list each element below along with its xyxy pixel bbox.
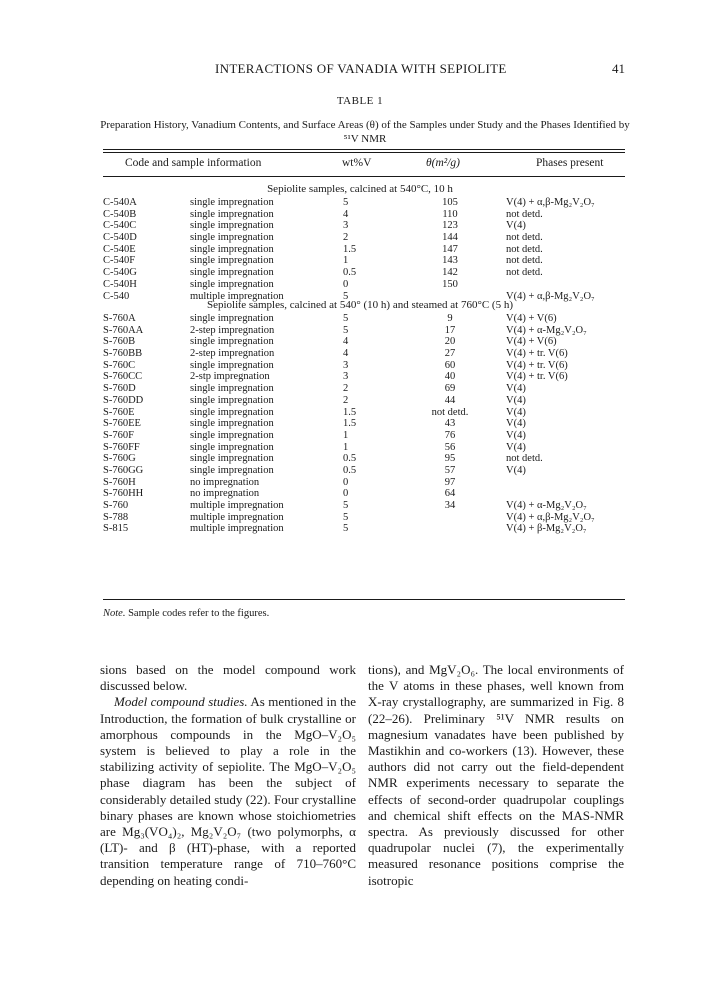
cell-phase: V(4) + α,β-Mg₂V₂O₇ xyxy=(506,290,595,302)
table-top-rule xyxy=(103,149,625,150)
cell-info: single impregnation xyxy=(190,383,274,395)
cell-phase: V(4) xyxy=(506,429,526,441)
table-row xyxy=(0,407,720,419)
col-header-code: Code and sample information xyxy=(125,157,262,169)
cell-code: S-760B xyxy=(103,336,136,348)
cell-area: 69 xyxy=(444,383,456,395)
cell-area: 20 xyxy=(444,336,456,348)
cell-code: S-760CC xyxy=(103,371,143,383)
cell-area: 40 xyxy=(444,371,456,383)
table-row xyxy=(0,220,720,232)
cell-code: S-760 xyxy=(103,500,129,511)
cell-area: 44 xyxy=(444,394,456,406)
cell-code: S-788 xyxy=(103,511,129,523)
paragraph: tions), and MgV₂O₆. The local environments of the V atoms in these phases, well known from X-ray crystallography, are summarized in Fig. 8 (22–26). Preliminary ⁵¹V NMR results on magnesium vanadates have been published by Mastikhin and co-workers (13). However, these authors did not carry out the field-dependent NMR experiments necessary to separate the effects of second-order quadrupolar couplings and chemical shift effects on the MAS-NMR spectra. As previously discussed for other quadrupolar nuclei (7), the experimentally measured resonance positions comprise the isotropic xyxy=(368,662,624,888)
cell-info: single impregnation xyxy=(190,313,274,324)
cell-wt: 5 xyxy=(343,500,349,511)
cell-wt: 0 xyxy=(343,476,349,488)
cell-wt: 2 xyxy=(343,232,349,244)
table-row xyxy=(0,523,720,535)
cell-info: multiple impregnation xyxy=(190,290,284,302)
cell-code: C-540E xyxy=(103,243,136,255)
cell-phase: not detd. xyxy=(506,255,543,267)
cell-code: S-760E xyxy=(103,406,135,418)
cell-code: S-760A xyxy=(103,313,136,324)
cell-phase: V(4) xyxy=(506,383,526,395)
cell-area: 9 xyxy=(447,313,453,324)
cell-phase: not detd. xyxy=(506,232,543,244)
cell-area: 57 xyxy=(444,464,456,476)
cell-info: multiple impregnation xyxy=(190,511,284,523)
cell-code: C-540B xyxy=(103,208,137,220)
cell-info: single impregnation xyxy=(190,429,274,441)
cell-area: not detd. xyxy=(431,406,469,418)
note-text: Sample codes refer to the figures. xyxy=(128,608,270,619)
cell-info: 2-stp impregnation xyxy=(190,371,270,383)
table-row xyxy=(0,500,720,512)
running-header xyxy=(0,61,720,79)
cell-area: 34 xyxy=(444,500,456,511)
cell-wt: 0.5 xyxy=(343,464,357,476)
cell-area: 110 xyxy=(442,208,458,220)
cell-info: single impregnation xyxy=(190,418,274,430)
cell-wt: 4 xyxy=(343,348,349,360)
table-row xyxy=(0,197,720,209)
table-row xyxy=(0,371,720,383)
cell-area: 105 xyxy=(442,197,458,208)
cell-code: C-540G xyxy=(103,267,137,279)
cell-info: single impregnation xyxy=(190,243,274,255)
cell-wt: 0.5 xyxy=(343,267,357,279)
table-top-rule-2 xyxy=(103,152,625,153)
cell-wt: 0 xyxy=(343,488,349,500)
cell-wt: 5 xyxy=(343,290,349,302)
cell-area: 64 xyxy=(444,488,456,500)
cell-area: 76 xyxy=(444,429,456,441)
section-title: Sepiolite samples, calcined at 540°C, 10 h xyxy=(267,183,453,195)
cell-code: S-760EE xyxy=(103,418,141,430)
table-row xyxy=(0,267,720,279)
cell-wt: 1 xyxy=(343,429,349,441)
cell-code: S-815 xyxy=(103,523,129,535)
cell-info: 2-step impregnation xyxy=(190,348,275,360)
cell-area: 43 xyxy=(444,418,456,430)
cell-wt: 1.5 xyxy=(343,418,357,430)
cell-phase: V(4) xyxy=(506,418,526,430)
page-number: 41 xyxy=(612,61,625,76)
cell-code: C-540C xyxy=(103,220,137,232)
body-column-left xyxy=(100,662,356,889)
cell-wt: 3 xyxy=(343,220,349,232)
cell-code: C-540A xyxy=(103,197,137,208)
paragraph: sions based on the model compound work discussed below. xyxy=(100,662,356,694)
cell-area: 17 xyxy=(444,324,456,336)
cell-phase: not detd. xyxy=(506,243,543,255)
cell-info: no impregnation xyxy=(190,476,260,488)
body-column-right xyxy=(368,662,624,889)
cell-info: single impregnation xyxy=(190,208,274,220)
cell-area: 97 xyxy=(444,476,456,488)
col-header-area: θ(m²/g) xyxy=(426,157,461,169)
cell-code: S-760GG xyxy=(103,464,144,476)
cell-wt: 0.5 xyxy=(343,453,357,465)
cell-phase: V(4) + V(6) xyxy=(506,336,557,348)
cell-wt: 3 xyxy=(343,371,349,383)
cell-info: single impregnation xyxy=(190,359,274,371)
cell-info: single impregnation xyxy=(190,394,274,406)
table-row xyxy=(0,325,720,337)
cell-area: 142 xyxy=(442,267,458,279)
cell-code: S-760FF xyxy=(103,441,140,453)
cell-wt: 4 xyxy=(343,336,349,348)
cell-code: S-760C xyxy=(103,359,136,371)
cell-area: 143 xyxy=(442,255,458,267)
cell-phase: V(4) + tr. V(6) xyxy=(506,359,568,371)
cell-info: single impregnation xyxy=(190,441,274,453)
table-row xyxy=(0,360,720,372)
cell-info: single impregnation xyxy=(190,406,274,418)
cell-code: C-540 xyxy=(103,290,130,302)
cell-phase: V(4) xyxy=(506,220,526,232)
cell-code: C-540D xyxy=(103,232,137,244)
cell-code: S-760G xyxy=(103,453,136,465)
cell-phase: V(4) + tr. V(6) xyxy=(506,348,568,360)
cell-phase: V(4) xyxy=(506,464,526,476)
cell-info: single impregnation xyxy=(190,464,274,476)
cell-info: single impregnation xyxy=(190,255,274,267)
cell-info: single impregnation xyxy=(190,220,274,232)
table-row xyxy=(0,418,720,430)
cell-wt: 1.5 xyxy=(343,406,357,418)
table-body-steamed xyxy=(0,313,720,535)
cell-phase: V(4) + α-Mg₂V₂O₇ xyxy=(506,500,587,511)
table-row xyxy=(0,313,720,325)
cell-area: 27 xyxy=(444,348,456,360)
cell-wt: 5 xyxy=(343,313,349,324)
table-row xyxy=(0,395,720,407)
section-title: Sepiolite samples, calcined at 540° (10 h) and steamed at 760°C (5 h) xyxy=(206,299,514,311)
cell-code: S-760AA xyxy=(103,324,144,336)
cell-code: C-540F xyxy=(103,255,136,267)
cell-phase: V(4) + α,β-Mg₂V₂O₇ xyxy=(506,511,595,523)
table-row xyxy=(0,383,720,395)
cell-area: 144 xyxy=(442,232,458,244)
cell-phase: not detd. xyxy=(506,208,543,220)
cell-area: 147 xyxy=(442,243,458,255)
cell-info: multiple impregnation xyxy=(190,500,284,511)
table-row xyxy=(0,465,720,477)
table-row xyxy=(0,477,720,489)
table-row xyxy=(0,512,720,524)
table-row xyxy=(0,279,720,291)
col-header-wt: wt%V xyxy=(342,157,372,169)
cell-code: S-760D xyxy=(103,383,136,395)
cell-wt: 1 xyxy=(343,441,349,453)
cell-code: S-760H xyxy=(103,476,136,488)
cell-phase: V(4) xyxy=(506,406,526,418)
cell-wt: 2 xyxy=(343,383,349,395)
cell-phase: V(4) + α,β-Mg₂V₂O₇ xyxy=(506,197,595,208)
table-row xyxy=(0,348,720,360)
cell-info: multiple impregnation xyxy=(190,523,284,535)
cell-info: single impregnation xyxy=(190,197,274,208)
paragraph xyxy=(100,694,356,888)
cell-area: 150 xyxy=(442,278,458,290)
cell-code: S-760HH xyxy=(103,488,144,500)
table-row xyxy=(0,442,720,454)
paragraph-text: As mentioned in the Introduction, the formation of bulk crystalline or amorphous compounds in the MgO–V₂O₅ system is believed to play a role in the stabilizing activity of sepiolite. The MgO–V₂O₅ phase diagram has been the subject of considerably detailed study (22). Four crystalline binary phases are known whose stoichiometries are Mg₃(VO₄)₂, Mg₂V₂O₇ (two polymorphs, α (LT)- and β (HT)-phase, with a reported transition temperature range of 710–760°C depending on heating condi- xyxy=(100,694,356,888)
table-body-calcined xyxy=(0,197,720,302)
cell-area: 95 xyxy=(444,453,456,465)
cell-info: single impregnation xyxy=(190,336,274,348)
cell-phase: V(4) + V(6) xyxy=(506,313,557,324)
cell-area: 60 xyxy=(444,359,456,371)
table-row xyxy=(0,209,720,221)
cell-code: C-540H xyxy=(103,278,137,290)
cell-phase: V(4) xyxy=(506,441,526,453)
cell-wt: 0 xyxy=(343,278,349,290)
cell-phase: V(4) + β-Mg₂V₂O₇ xyxy=(506,523,587,535)
cell-info: 2-step impregnation xyxy=(190,324,275,336)
cell-wt: 5 xyxy=(343,511,349,523)
cell-code: S-760BB xyxy=(103,348,143,360)
table-row xyxy=(0,430,720,442)
table-label: TABLE 1 xyxy=(336,95,384,107)
table-note xyxy=(103,608,269,619)
table-row xyxy=(0,453,720,465)
cell-phase: V(4) xyxy=(506,394,526,406)
cell-wt: 3 xyxy=(343,359,349,371)
note-label: Note. xyxy=(103,608,126,619)
cell-wt: 1.5 xyxy=(343,243,357,255)
table-header-rule xyxy=(103,176,625,177)
cell-info: single impregnation xyxy=(190,232,274,244)
cell-info: single impregnation xyxy=(190,267,274,279)
cell-wt: 1 xyxy=(343,255,349,267)
cell-code: S-760DD xyxy=(103,394,144,406)
table-bottom-rule xyxy=(103,599,625,600)
cell-phase: V(4) + tr. V(6) xyxy=(506,371,568,383)
cell-wt: 2 xyxy=(343,394,349,406)
cell-area: 123 xyxy=(442,220,458,232)
cell-code: S-760F xyxy=(103,429,134,441)
table-row xyxy=(0,255,720,267)
cell-wt: 5 xyxy=(343,324,349,336)
table-row xyxy=(0,336,720,348)
cell-phase: not detd. xyxy=(506,453,543,465)
table-caption: Preparation History, Vanadium Contents, and Surface Areas (θ) of the Samples under Study and the Phases Identified by ⁵¹V NMR xyxy=(100,119,630,145)
cell-wt: 5 xyxy=(343,523,349,535)
cell-info: no impregnation xyxy=(190,488,260,500)
col-header-phase: Phases present xyxy=(536,157,604,169)
subsection-heading: Model compound studies. xyxy=(114,694,248,710)
running-title: INTERACTIONS OF VANADIA WITH SEPIOLITE xyxy=(215,61,507,76)
cell-area: 56 xyxy=(444,441,456,453)
cell-info: single impregnation xyxy=(190,278,274,290)
table-row xyxy=(0,232,720,244)
cell-info: single impregnation xyxy=(190,453,274,465)
table-row xyxy=(0,244,720,256)
cell-wt: 4 xyxy=(343,208,349,220)
table-row xyxy=(0,488,720,500)
cell-phase: V(4) + α-Mg₂V₂O₇ xyxy=(506,324,587,336)
cell-phase: not detd. xyxy=(506,267,543,279)
cell-wt: 5 xyxy=(343,197,349,208)
